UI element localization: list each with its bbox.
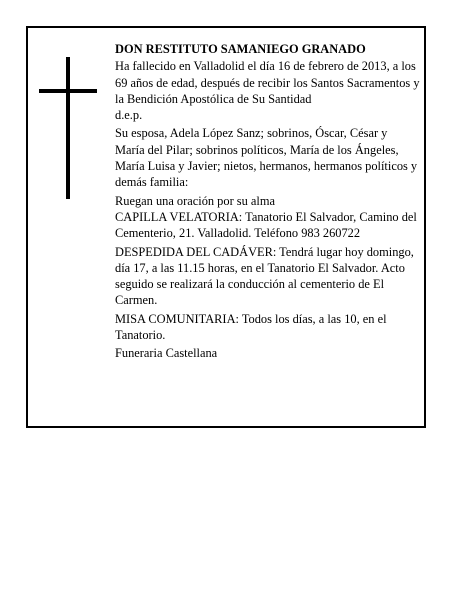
obituary-notice [26, 26, 426, 428]
latin-cross-icon [39, 57, 97, 199]
chapel-info: CAPILLA VELATORIA: Tanatorio El Salvador, Camino del Cementerio, 21. Valladolid. Teléfono 983 260722 [115, 209, 417, 241]
rest-in-peace: d.e.p. [115, 108, 143, 123]
deceased-name: DON RESTITUTO SAMANIEGO GRANADO [115, 42, 366, 56]
funeral-home: Funeraria Castellana [115, 346, 218, 361]
notice-body [115, 41, 420, 362]
prayer-request: Ruegan una oración por su alma [115, 193, 275, 208]
cross-horizontal-bar [39, 89, 97, 93]
death-announcement: Ha fallecido en Valladolid el día 16 de febrero de 2013, a los 69 años de edad, después de recibir los Santos Sacramentos y la Bendición Apostólica de Su Santidad [115, 59, 420, 106]
farewell-info: DESPEDIDA DEL CADÁVER: Tendrá lugar hoy domingo, día 17, a las 11.15 horas, en el Tanatorio El Salvador. Acto seguido se realizará la conducción al cementerio de El Carmen. [115, 244, 414, 308]
cross-vertical-bar [66, 57, 70, 199]
family-list: Su esposa, Adela López Sanz; sobrinos, Óscar, César y María del Pilar; sobrinos políticos, María de los Ángeles, María Luisa y Javier; nietos, hermanos, hermanos políticos y demás familia: [115, 126, 418, 190]
mass-info: MISA COMUNITARIA: Todos los días, a las 10, en el Tanatorio. [115, 311, 387, 343]
